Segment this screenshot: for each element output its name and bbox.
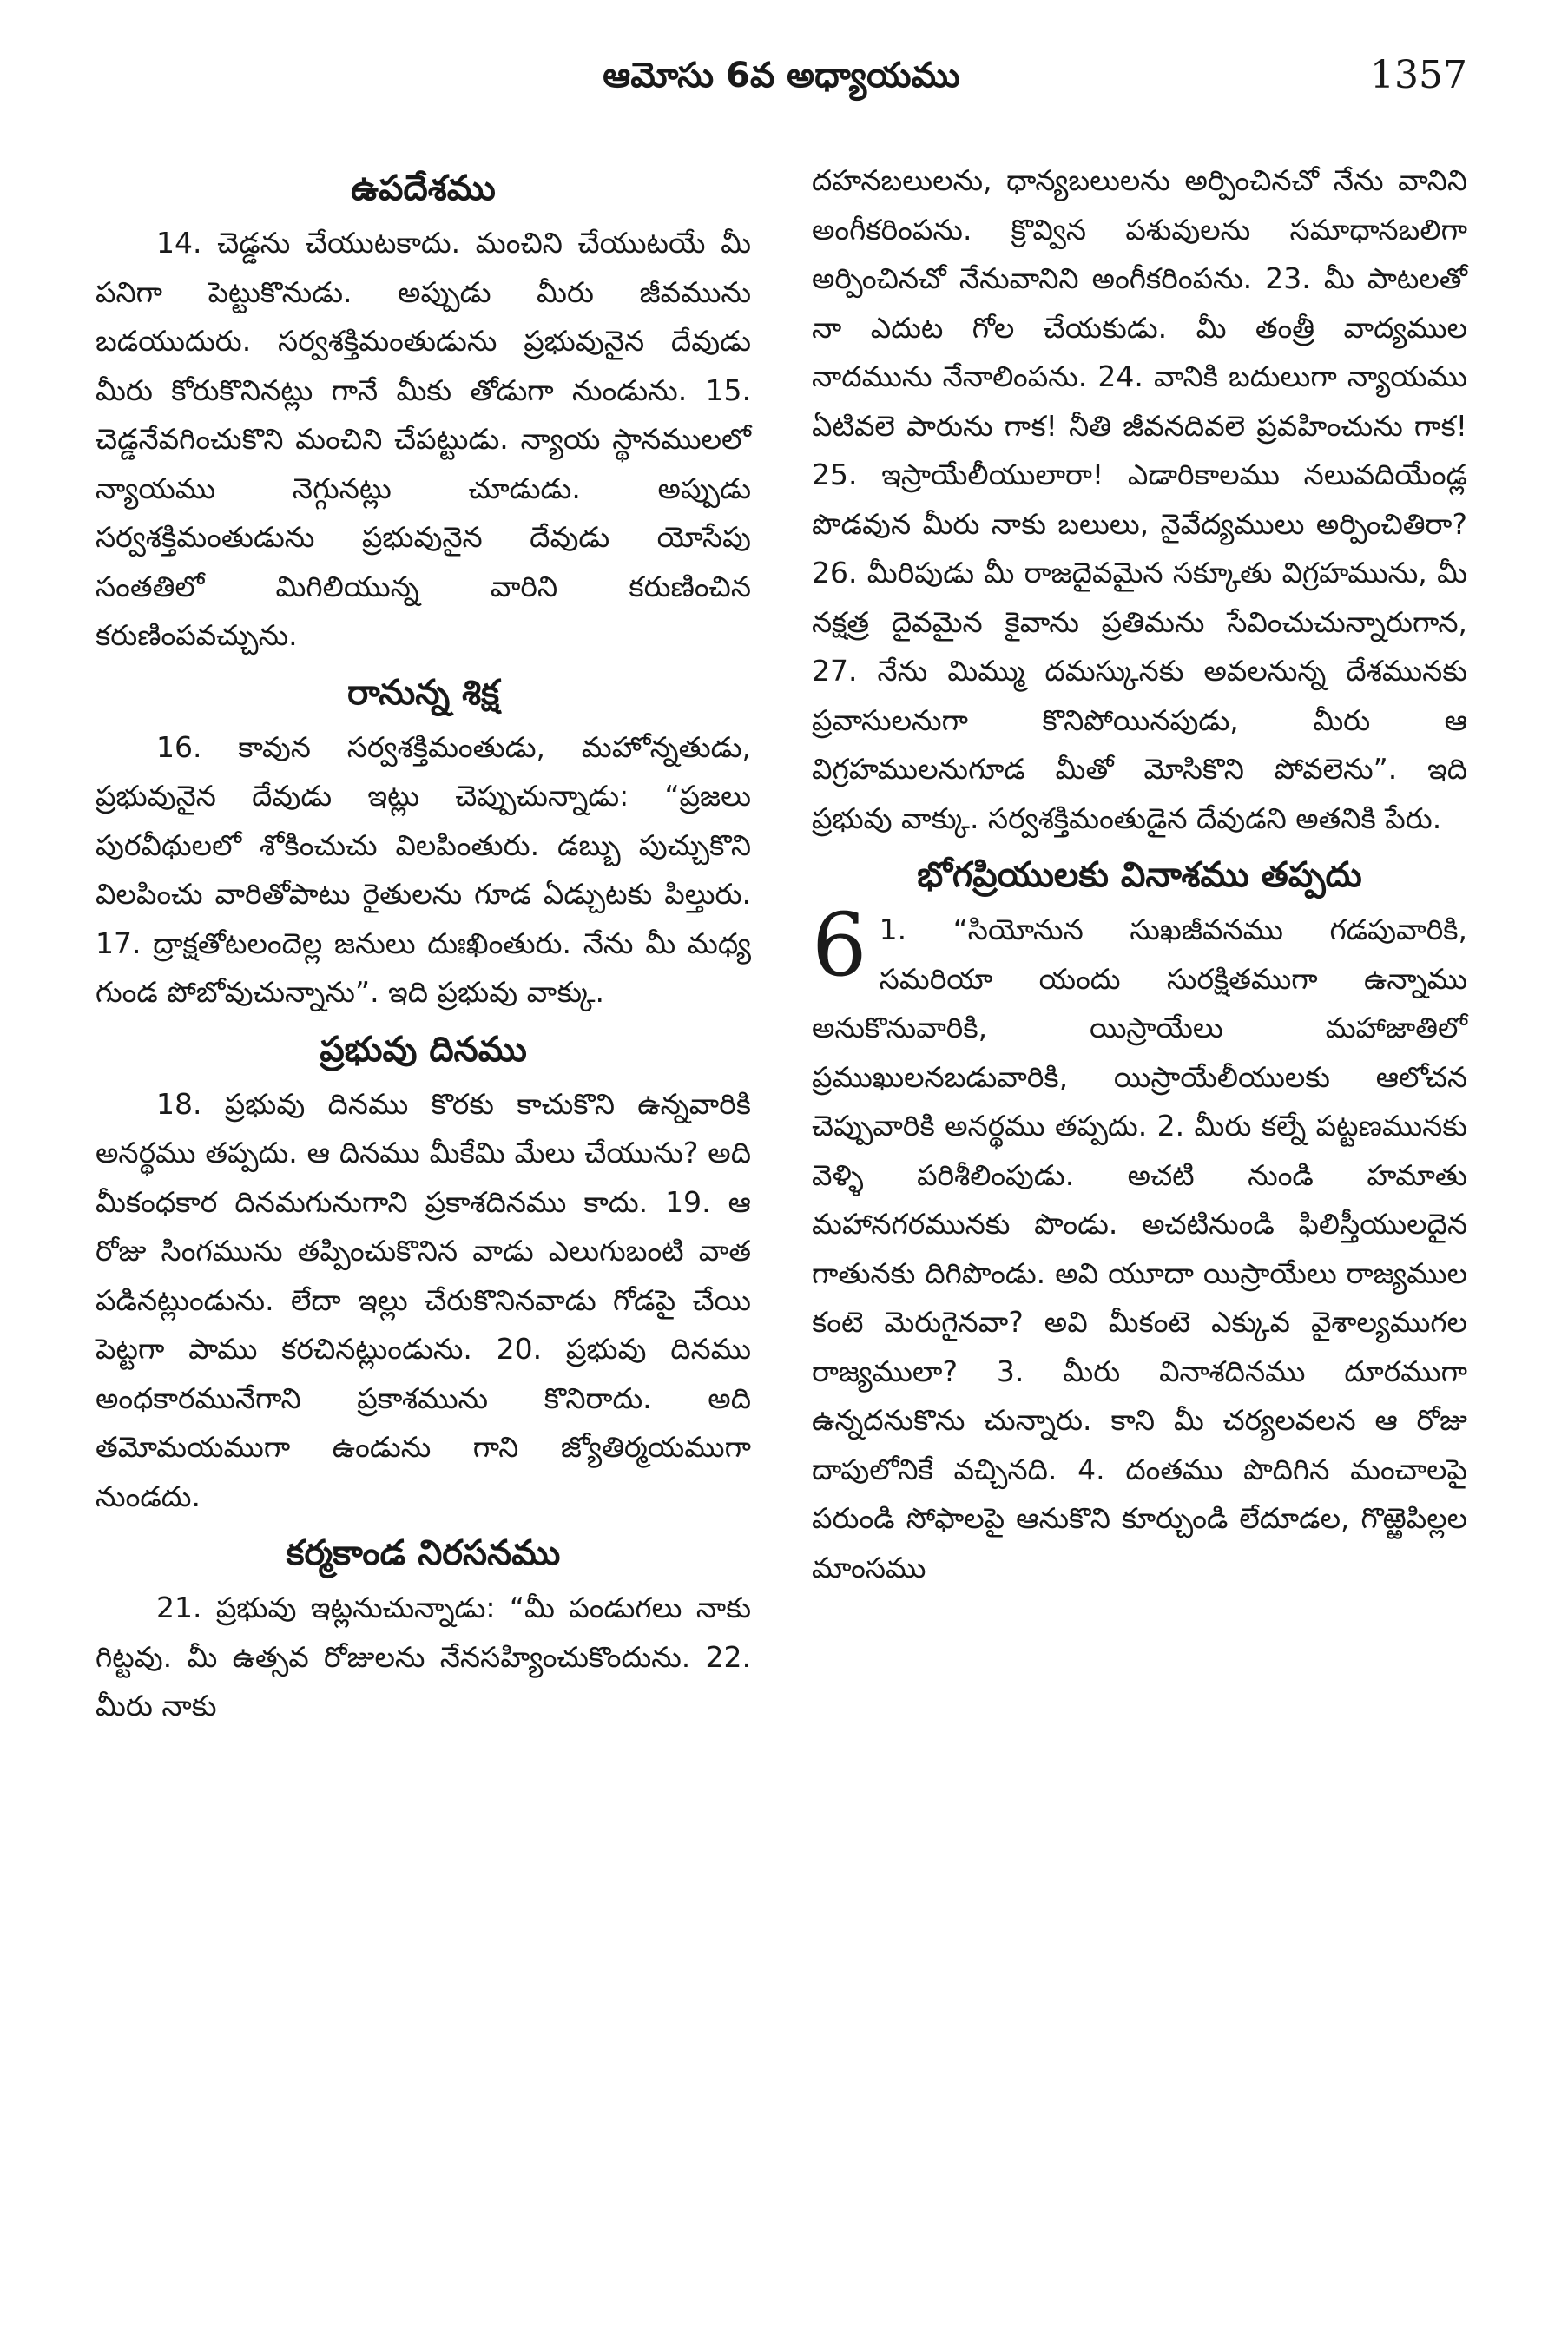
right-column (812, 156, 1467, 1731)
section-heading-day-of-lord: ప్రభువు దినము (320, 1029, 527, 1070)
text-columns (96, 156, 1467, 1731)
section-heading-instruction: ఉపదేశము (351, 168, 496, 208)
left-column (96, 156, 751, 1731)
paragraph-text: 1. “సియోనున సుఖజీవనము గడపువారికి, సమరియా యందు సురక్షితముగా ఉన్నాము అనుకొనువారికి, యిస్రాయేలు మహాజాతిలో ప్రముఖులనబడువారికి, యిస్రాయేలీయులకు ఆలోచన చెప్పువారికి అనర్థము తప్పదు. 2. మీరు కల్నే పట్టణమునకు వెళ్ళి పరిశీలింపుడు. అచటి నుండి హమాతు మహానగరమునకు పొండు. అచటినుండి ఫిలిస్తీయులదైన గాతునకు దిగిపొండు. అవి యూదా యిస్రాయేలు రాజ్యముల కంటె మెరుగైనవా? అవి మీకంటె ఎక్కువ వైశాల్యముగల రాజ్యములా? 3. మీరు వినాశదినము దూరముగా ఉన్నదనుకొను చున్నారు. కాని మీ చర్యలవలన ఆ రోజు దాపులోనికే వచ్చినది. 4. దంతము పొదిగిన మంచాలపై పరుండి సోఫాలపై ఆనుకొని కూర్చుండి లేదూడల, గొఱ్ఱెపిల్లల మాంసము (812, 912, 1467, 1584)
page-number: 1357 (1370, 53, 1467, 97)
section-heading-coming-punishment: రానున్న శిక్ష (347, 672, 499, 713)
running-title: ఆమోసు 6వ అధ్యాయము (603, 56, 960, 96)
section-heading-doom-of-luxury: భోగప్రియులకు వినాశము తప్పదు (917, 855, 1362, 895)
paragraph: 14. చెడ్డను చేయుటకాదు. మంచిని చేయుటయే మీ పనిగా పెట్టుకొనుడు. అప్పుడు మీరు జీవమును బడయుదురు. సర్వశక్తిమంతుడును ప్రభువునైన దేవుడు మీరు కోరుకొనినట్లు గానే మీకు తోడుగా నుండును. 15. చెడ్డనేవగించుకొని మంచిని చేపట్టుడు. న్యాయ స్థానములలో న్యాయము నెగ్గునట్లు చూడుడు. అప్పుడు సర్వశక్తిమంతుడును ప్రభువునైన దేవుడు యోసేపు సంతతిలో మిగిలియున్న వారిని కరుణించిన కరుణింపవచ్చును. (96, 226, 751, 652)
section-heading-rituals-rejected: కర్మకాండ నిరసనము (286, 1533, 561, 1573)
chapter-number: 6 (812, 894, 867, 996)
paragraph: 18. ప్రభువు దినము కొరకు కాచుకొని ఉన్నవారికి అనర్థము తప్పదు. ఆ దినము మీకేమి మేలు చేయును? అది మీకంధకార దినమగునుగాని ప్రకాశదినము కాదు. 19. ఆ రోజు సింగమును తప్పించుకొనిన వాడు ఎలుగుబంటి వాత పడినట్లుండును. లేదా ఇల్లు చేరుకొనినవాడు గోడపై చేయి పెట్టగా పాము కరచినట్లుండును. 20. ప్రభువు దినము అంధకారమునేగాని ప్రకాశమును కొనిరాదు. అది తమోమయముగా ఉండును గాని జ్యోతిర్మయముగా నుండదు. (96, 1086, 751, 1513)
paragraph: దహనబలులను, ధాన్యబలులను అర్పించినచో నేను వానిని అంగీకరింపను. క్రొవ్విన పశువులను సమాధానబలిగా అర్పించినచో నేనువానిని అంగీకరింపను. 23. మీ పాటలతో నా ఎదుట గోల చేయకుడు. మీ తంత్రీ వాద్యముల నాదమును నేనాలింపను. 24. వానికి బదులుగా న్యాయము ఏటివలె పారును గాక! నీతి జీవనదివలె ప్రవహించును గాక! 25. ఇస్రాయేలీయులారా! ఎడారికాలము నలువదియేండ్ల పొడవున మీరు నాకు బలులు, నైవేద్యములు అర్పించితిరా? 26. మీరిపుడు మీ రాజదైవమైన సక్కూతు విగ్రహమును, మీ నక్షత్ర దైవమైన కైవాను ప్రతిమను సేవించుచున్నారుగాన, 27. నేను మిమ్ము దమస్కునకు అవలనున్న దేశమునకు ప్రవాసులనుగా కొనిపోయినపుడు, మీరు ఆ విగ్రహములనుగూడ మీతో మోసికొని పోవలెను”. ఇది ప్రభువు వాక్కు. సర్వశక్తిమంతుడైన దేవుడని అతనికి పేరు. (812, 163, 1467, 835)
paragraph: 21. ప్రభువు ఇట్లనుచున్నాడు: “మీ పండుగలు నాకు గిట్టవు. మీ ఉత్సవ రోజులను నేనసహ్యించుకొందును. 22. మీరు నాకు (96, 1591, 751, 1723)
paragraph: 16. కావున సర్వశక్తిమంతుడు, మహోన్నతుడు, ప్రభువునైన దేవుడు ఇట్లు చెప్పుచున్నాడు: “ప్రజలు పురవీథులలో శోకించుచు విలపింతురు. డబ్బు పుచ్చుకొని విలపించు వారితోపాటు రైతులను గూడ ఏడ్చుటకు పిల్తురు. 17. ద్రాక్షతోటలందెల్ల జనులు దుఃఖింతురు. నేను మీ మధ్య గుండ పోబోవుచున్నాను”. ఇది ప్రభువు వాక్కు. (96, 729, 751, 1009)
page-header (96, 45, 1467, 106)
chapter-start-paragraph (812, 894, 1467, 1592)
